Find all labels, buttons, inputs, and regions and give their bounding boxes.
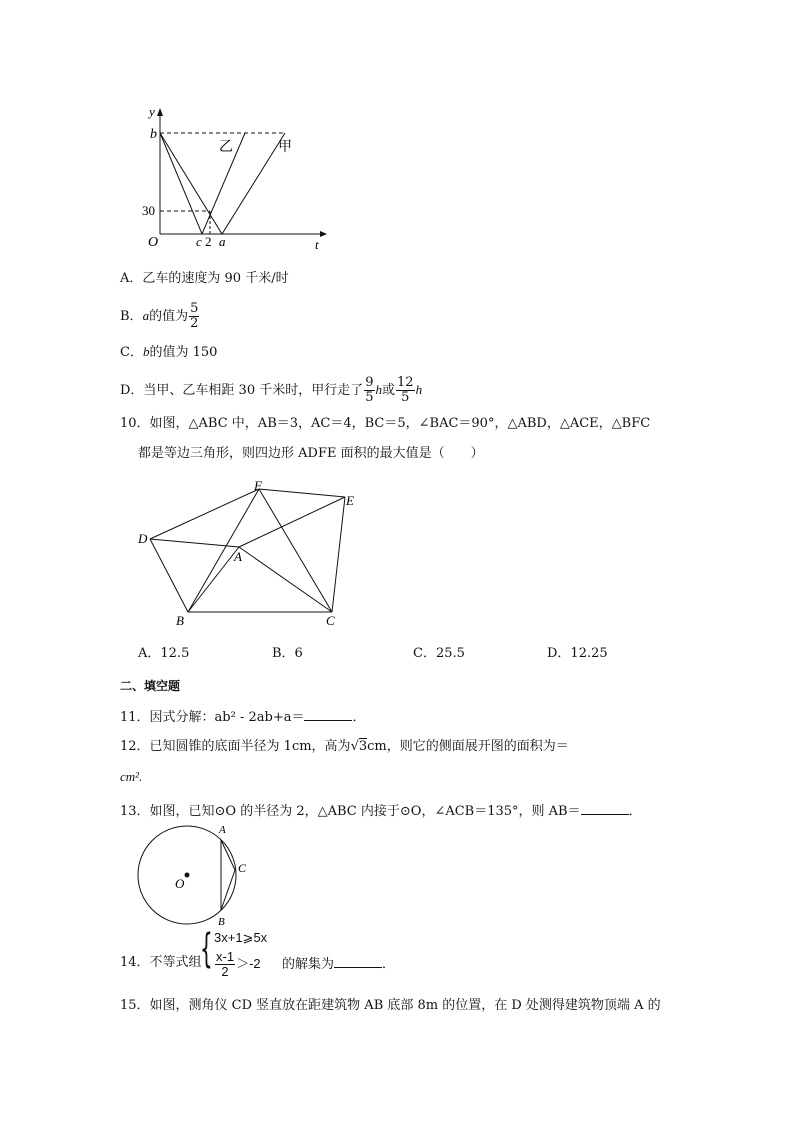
unit-h: h	[415, 382, 423, 397]
fraction-denominator: 2	[221, 964, 229, 979]
seg-AC	[239, 547, 332, 612]
q13-circle-figure	[130, 822, 260, 930]
point-A: A	[234, 549, 242, 564]
option-c-text: 的值为 150	[149, 345, 218, 360]
option-c-prefix: C．	[120, 345, 143, 360]
unit-h: h	[375, 382, 383, 397]
t-axis-arrow	[320, 231, 327, 237]
fraction-numerator: x-1	[216, 949, 235, 964]
option-d-or: 或	[382, 383, 396, 398]
q14-brace: {	[200, 926, 213, 972]
q12-text2: cm，则它的侧面展开图的面积为＝	[367, 739, 569, 754]
q10-line2: 都是等边三角形，则四边形 ADFE 面积的最大值是（ ）	[138, 446, 484, 461]
seg-DF	[150, 489, 259, 539]
q14-suffix-text: 的解集为	[282, 957, 335, 972]
origin-label: O	[148, 235, 159, 250]
q11-end: ．	[352, 710, 366, 725]
fraction-numerator: 9	[365, 375, 374, 390]
option-b-fraction	[189, 302, 199, 331]
q13	[120, 800, 642, 822]
seg-DB	[150, 539, 188, 612]
section-title: 二、填空题	[120, 679, 181, 693]
q10-option-a: A．12.5	[138, 646, 190, 661]
option-d-prefix: D．当甲、乙车相距 30 千米时，甲行走了	[120, 383, 364, 398]
fraction-denominator: 2	[190, 316, 199, 331]
q13-end: ．	[628, 804, 642, 819]
y-axis-arrow	[157, 108, 163, 116]
option-b-prefix: B．	[120, 309, 143, 324]
seg-BF	[188, 489, 259, 612]
q14-answer-blank[interactable]	[334, 953, 382, 968]
q11-text: 11．因式分解：ab² - 2ab+a＝	[120, 710, 305, 725]
q10-figure	[135, 478, 365, 630]
q9-option-c	[120, 342, 217, 363]
q14-end: ．	[382, 957, 396, 972]
q9-option-a: A．乙车的速度为 90 千米/时	[120, 271, 289, 286]
sqrt-symbol: √	[350, 739, 359, 754]
center-O	[185, 873, 190, 878]
option-b-var: a	[142, 308, 150, 323]
fraction-denominator: 5	[401, 390, 410, 405]
yi-label: 乙	[219, 140, 233, 155]
q9-option-b	[120, 302, 200, 331]
label-B: B	[218, 916, 225, 928]
option-c-var: b	[142, 344, 150, 359]
y-axis-label: y	[149, 104, 155, 119]
option-b-text: 的值为	[149, 309, 189, 324]
q14-inequality-2	[214, 950, 261, 979]
option-d-fraction-1	[364, 376, 374, 405]
option-d-fraction-2	[396, 376, 415, 405]
point-E: E	[346, 493, 354, 508]
seg-ACB	[221, 840, 235, 910]
q13-answer-blank[interactable]	[581, 800, 629, 815]
q10-option-b: B．6	[272, 646, 303, 661]
point-B: B	[176, 613, 184, 628]
label-C: C	[238, 861, 247, 875]
q15: 15．如图，测角仪 CD 竖直放在距建筑物 AB 底部 8m 的位置，在 D 处测得建筑物顶端 A 的	[120, 998, 661, 1013]
q10-option-c: C．25.5	[413, 646, 465, 661]
seg-FE	[259, 489, 345, 497]
q14-rhs: ＞-2	[236, 955, 261, 971]
b-label: b	[150, 127, 157, 142]
q10-line1: 10．如图，△ABC 中，AB＝3，AC＝4，BC＝5，∠BAC＝90°，△ABD，△ACE，△BFC	[120, 416, 651, 431]
fraction-denominator: 5	[365, 390, 374, 405]
q11-answer-blank[interactable]	[304, 706, 352, 721]
q14-fraction	[215, 950, 235, 979]
point-F: F	[254, 478, 262, 493]
label-30: 30	[142, 203, 155, 218]
q10-option-d: D．12.25	[547, 646, 608, 661]
distance-time-graph	[135, 100, 335, 252]
label-A: A	[219, 824, 226, 836]
seg-FC	[259, 489, 332, 612]
t-axis-label: t	[315, 237, 319, 252]
q12-line2: cm².	[120, 769, 143, 784]
q11	[120, 706, 366, 728]
jia-label: 甲	[278, 140, 292, 155]
sqrt-radicand: 3	[358, 739, 368, 754]
q14-suffix	[282, 953, 395, 975]
q9-option-d	[120, 376, 422, 405]
q14-prefix: 14．不等式组	[120, 955, 202, 970]
seg-AE	[239, 497, 345, 547]
a-label: a	[219, 234, 226, 249]
seg-CE	[332, 497, 345, 612]
q12-line1	[120, 737, 569, 757]
q14-inequality-1: 3x+1⩾5x	[214, 930, 268, 945]
q12-text1: 12．已知圆锥的底面半径为 1cm，高为	[120, 739, 351, 754]
point-D: D	[138, 531, 148, 546]
point-C: C	[326, 613, 335, 628]
seg-BA	[188, 547, 239, 612]
label-O: O	[175, 876, 185, 891]
c-label: c	[196, 234, 202, 249]
fraction-numerator: 12	[397, 375, 414, 390]
fraction-numerator: 5	[190, 301, 199, 316]
two-label: 2	[205, 234, 212, 249]
q13-text: 13．如图，已知⊙O 的半径为 2，△ABC 内接于⊙O，∠ACB＝135°，则 AB＝	[120, 804, 581, 819]
